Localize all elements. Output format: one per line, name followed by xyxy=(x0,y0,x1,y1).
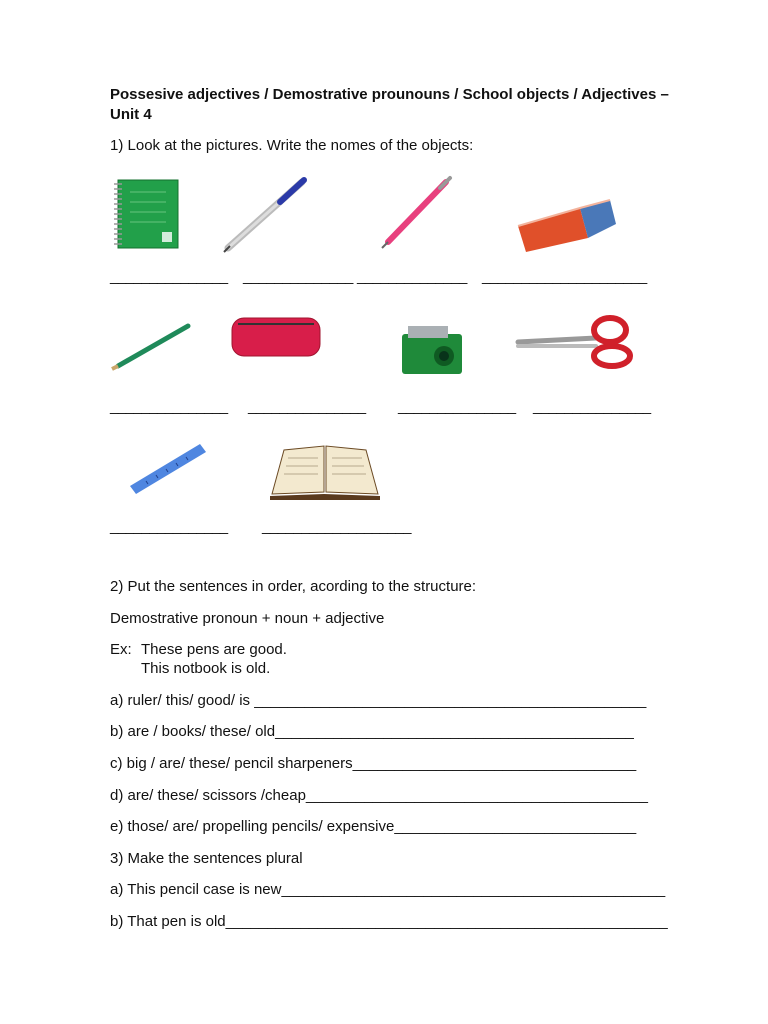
ruler-icon xyxy=(126,436,208,498)
exercise-item[interactable]: a) ruler/ this/ good/ is _______________________________________________ xyxy=(110,692,647,709)
exercise-item[interactable]: a) This pencil case is new______________________________________________ xyxy=(110,881,666,898)
pencil-case-icon xyxy=(228,312,324,364)
pen-icon xyxy=(222,176,308,254)
answer-blank[interactable]: _______________ xyxy=(110,398,228,415)
eraser-icon xyxy=(510,186,620,256)
answer-blank[interactable]: ___________________ xyxy=(262,518,412,535)
example-sentence: These pens are good. xyxy=(141,641,287,658)
example-label: Ex: xyxy=(110,641,132,658)
pencil-sharpener-icon xyxy=(398,322,466,378)
answer-blank[interactable]: ______________ xyxy=(357,268,467,285)
notebook-icon xyxy=(110,178,182,250)
book-icon xyxy=(268,440,382,500)
exercise-item[interactable]: d) are/ these/ scissors /cheap_________________________________________ xyxy=(110,787,648,804)
section1-instruction: 1) Look at the pictures. Write the nomes of the objects: xyxy=(110,137,474,154)
section2-instruction: 2) Put the sentences in order, acording to the structure: xyxy=(110,578,477,595)
answer-blank[interactable]: _______________ xyxy=(533,398,651,415)
exercise-item[interactable]: c) big / are/ these/ pencil sharpeners__________________________________ xyxy=(110,755,637,772)
answer-blank[interactable]: ______________ xyxy=(243,268,353,285)
answer-blank[interactable]: _______________ xyxy=(248,398,366,415)
example-sentence: This notbook is old. xyxy=(141,660,271,677)
answer-blank[interactable]: _______________ xyxy=(110,268,228,285)
structure-formula: Demostrative pronoun + noun + adjective xyxy=(110,610,385,627)
answer-blank[interactable]: _____________________ xyxy=(482,268,647,285)
propelling-pencil-icon xyxy=(376,172,460,252)
pencil-icon xyxy=(108,318,194,372)
answer-blank[interactable]: _______________ xyxy=(110,518,228,535)
exercise-item[interactable]: b) are / books/ these/ old___________________________________________ xyxy=(110,723,634,740)
section3-instruction: 3) Make the sentences plural xyxy=(110,850,303,867)
scissors-icon xyxy=(512,312,636,370)
worksheet-title: Possesive adjectives / Demostrative prounouns / School objects / Adjectives – Unit 4 xyxy=(110,86,669,123)
answer-blank[interactable]: _______________ xyxy=(398,398,516,415)
exercise-item[interactable]: b) That pen is old_____________________________________________________ xyxy=(110,913,668,930)
exercise-item[interactable]: e) those/ are/ propelling pencils/ expensive_____________________________ xyxy=(110,818,637,835)
